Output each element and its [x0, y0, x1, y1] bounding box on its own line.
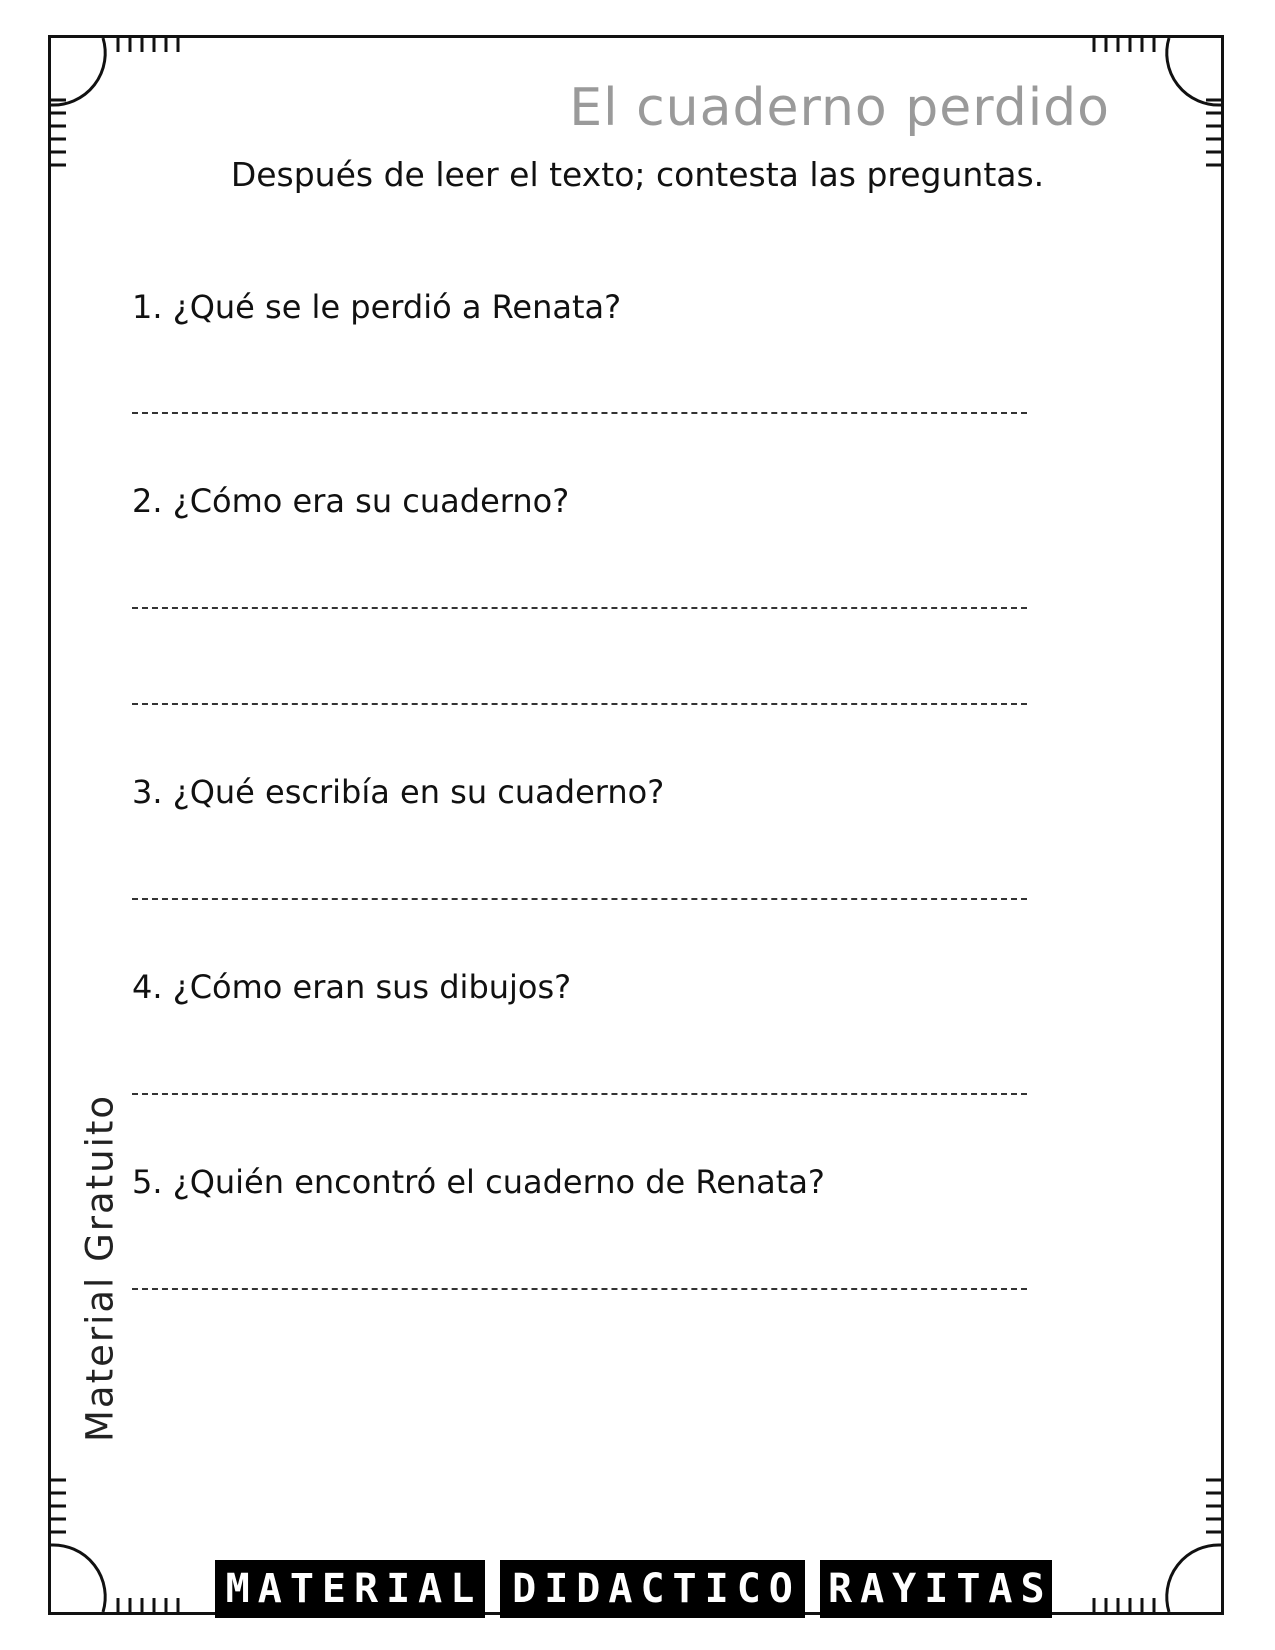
side-label: Material Gratuito [78, 1093, 122, 1443]
question-1: 1. ¿Qué se le perdió a Renata? [132, 288, 622, 326]
question-3: 3. ¿Qué escribía en su cuaderno? [132, 773, 665, 811]
corner-arc-top-right [1167, 38, 1221, 105]
question-2: 2. ¿Cómo era su cuaderno? [132, 482, 570, 520]
answer-line-2a[interactable] [132, 607, 1027, 609]
brand-word-didactico: DIDACTICO [500, 1560, 805, 1618]
worksheet-title: El cuaderno perdido [569, 78, 1110, 138]
question-5: 5. ¿Quién encontró el cuaderno de Renata? [132, 1163, 825, 1201]
instructions: Después de leer el texto; contesta las preguntas. [230, 155, 1045, 194]
answer-line-4[interactable] [132, 1093, 1027, 1095]
answer-line-1[interactable] [132, 412, 1027, 414]
answer-line-3[interactable] [132, 898, 1027, 900]
brand-word-rayitas: RAYITAS [820, 1560, 1052, 1618]
corner-arc-bottom-right [1167, 1545, 1221, 1612]
question-4: 4. ¿Cómo eran sus dibujos? [132, 968, 572, 1006]
corner-arc-top-left [51, 38, 105, 105]
brand-word-material: MATERIAL [215, 1560, 485, 1618]
answer-line-2b[interactable] [132, 703, 1027, 705]
corner-arc-bottom-left [51, 1545, 105, 1612]
tick-marks [51, 38, 1221, 1612]
answer-line-5[interactable] [132, 1288, 1027, 1290]
